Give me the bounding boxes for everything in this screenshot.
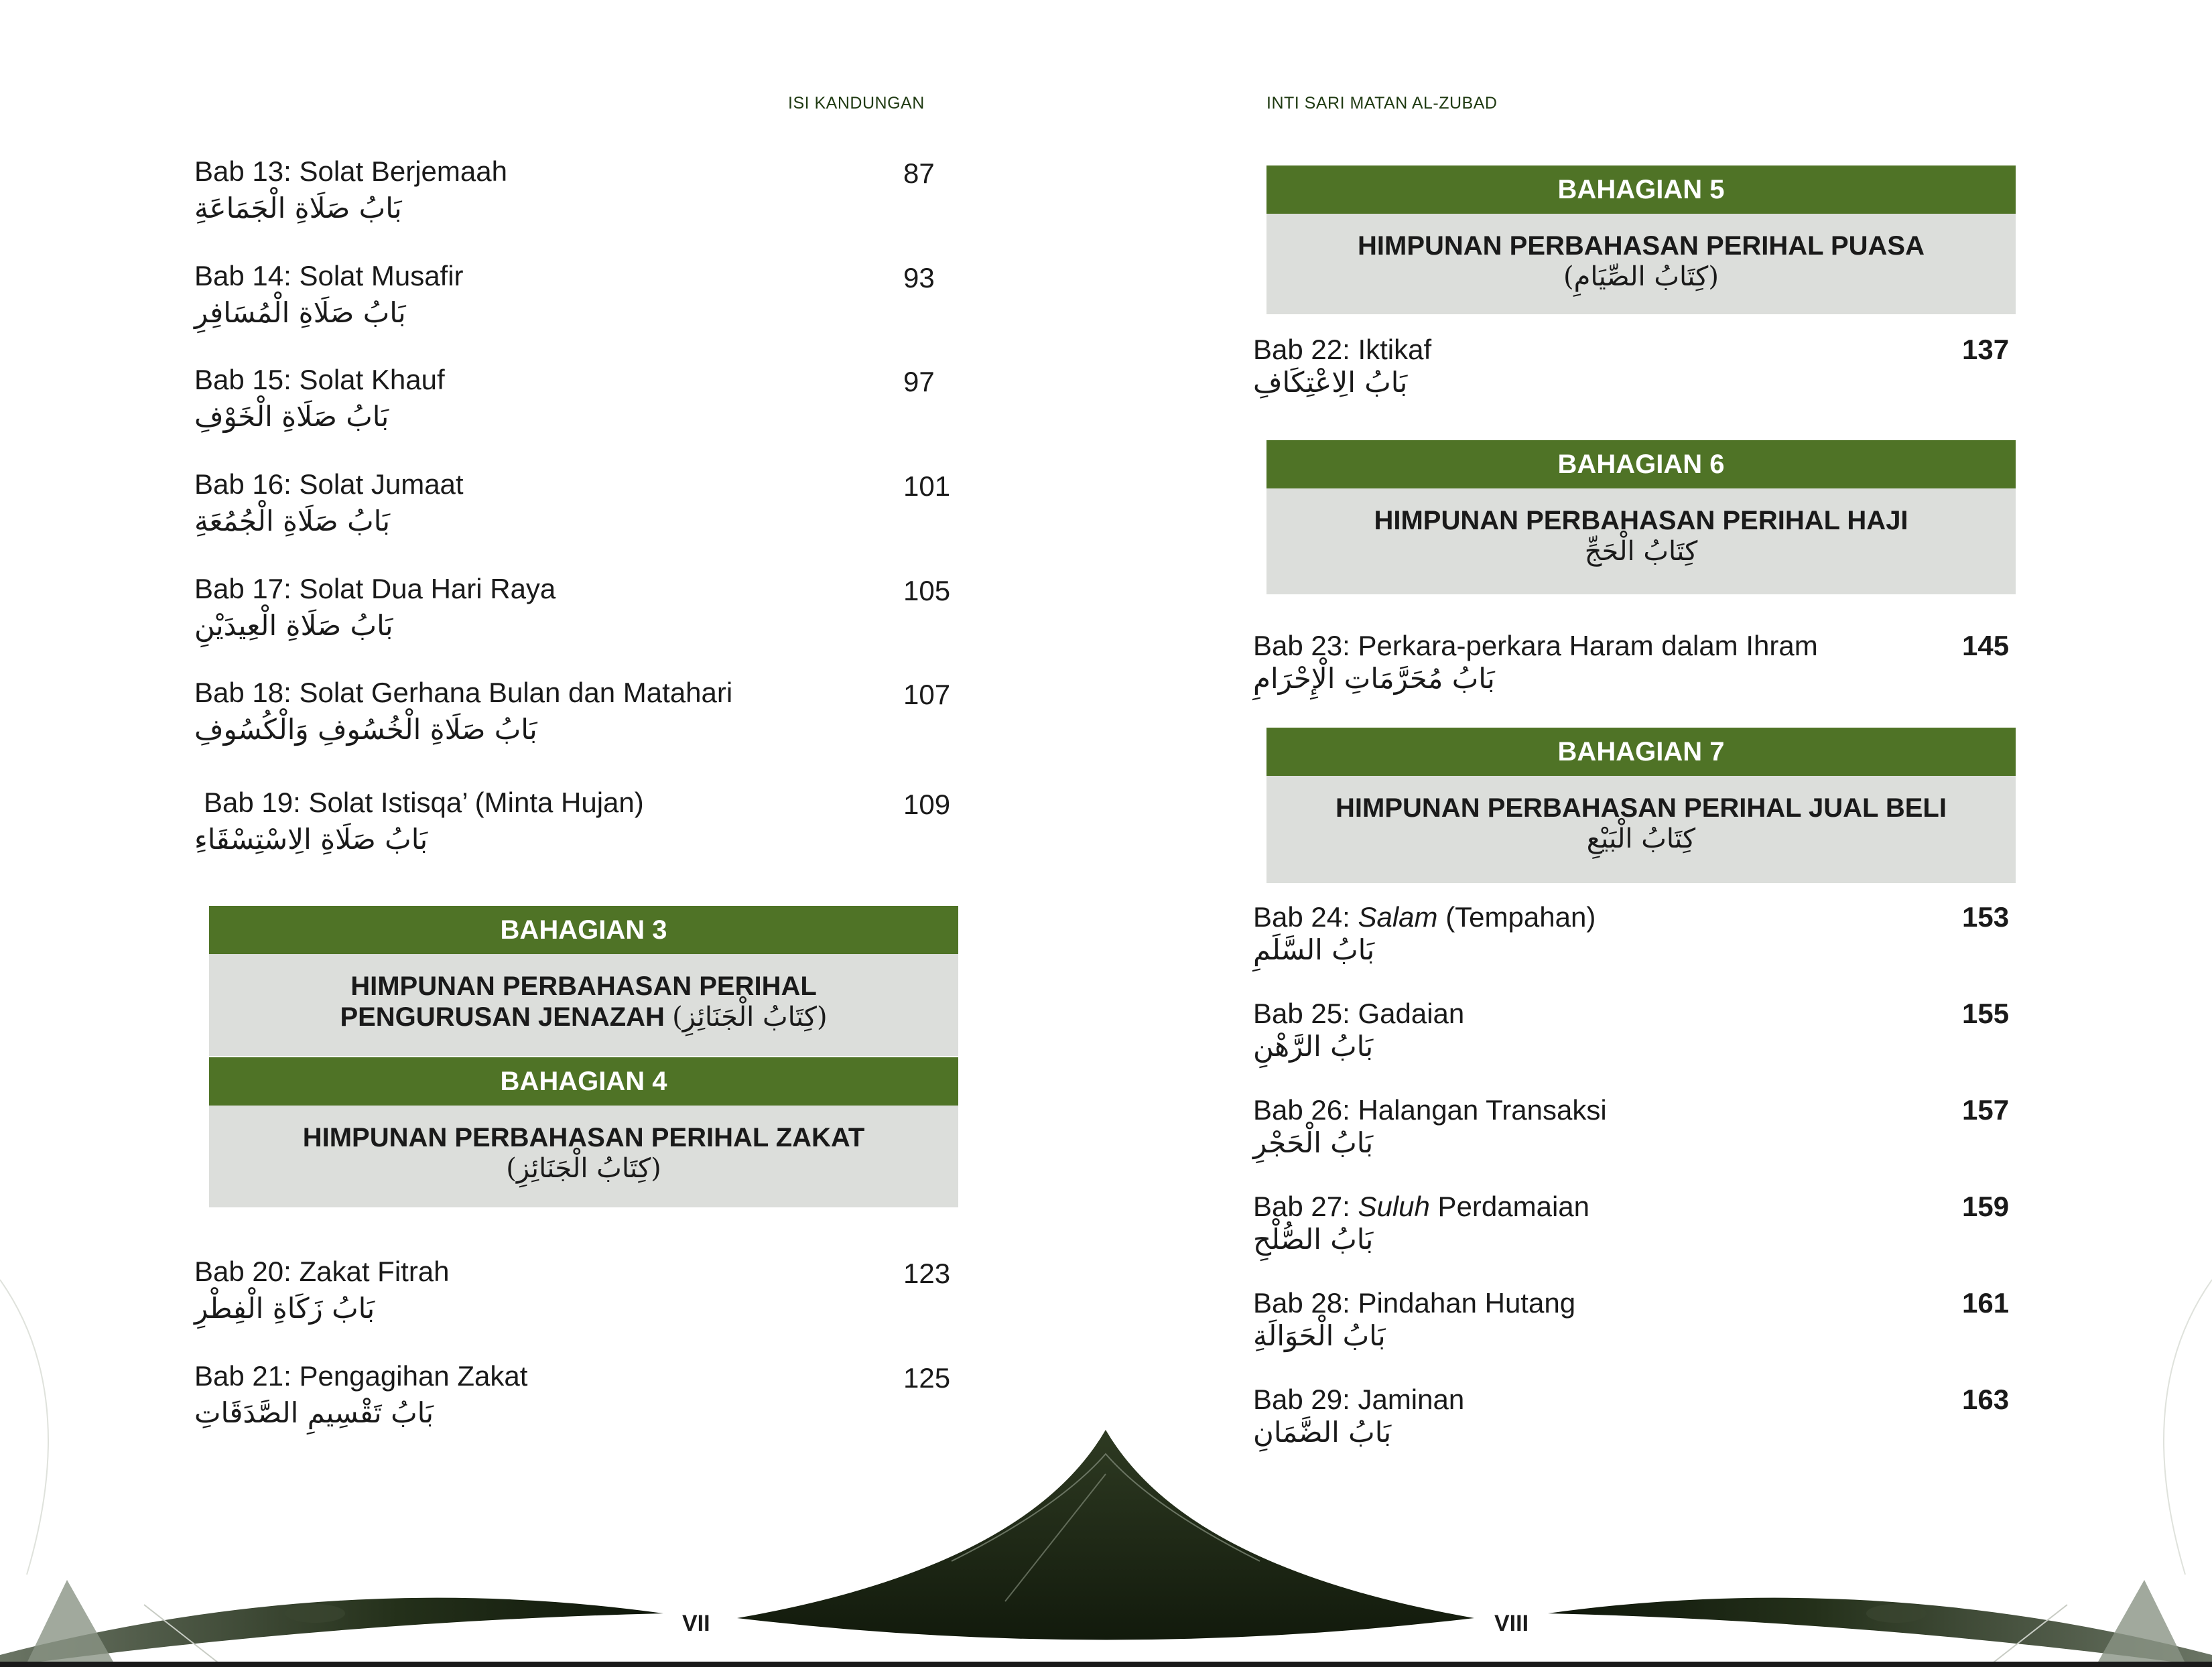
entry-page-number: 93 xyxy=(903,262,935,293)
toc-entry-bab-13[interactable] xyxy=(194,155,507,224)
entry-title-italic: Salam xyxy=(1358,901,1438,933)
bottom-decoration xyxy=(0,1400,2212,1667)
left-page-number: VII xyxy=(682,1611,710,1636)
toc-entry-bab-26[interactable] xyxy=(1253,1094,1607,1159)
entry-page-number: 153 xyxy=(1962,901,2010,933)
left-arc-decoration xyxy=(0,1260,94,1581)
section-3-line2: PENGURUSAN JENAZAH xyxy=(340,1002,665,1032)
toc-entry-bab-22[interactable] xyxy=(1253,334,1431,399)
entry-arabic: بَابُ السَّلَمِ xyxy=(1253,933,1375,966)
entry-arabic: بَابُ صَلَاةِ الْعِيدَيْنِ xyxy=(194,609,393,642)
entry-title: Bab 29: Jaminan xyxy=(1253,1384,1465,1415)
entry-page-number: 109 xyxy=(903,789,951,820)
toc-entry-bab-16[interactable] xyxy=(194,468,464,537)
entry-title: Bab 15: Solat Khauf xyxy=(194,364,445,395)
entry-title: Bab 18: Solat Gerhana Bulan dan Matahari xyxy=(194,677,733,708)
right-arc-decoration xyxy=(2118,1260,2212,1581)
section-5-title xyxy=(1266,214,2016,314)
section-4-arabic: (كِتَابُ الْجَنَائِزِ) xyxy=(506,1153,661,1184)
entry-title: Bab 20: Zakat Fitrah xyxy=(194,1256,450,1287)
entry-title xyxy=(1253,1191,1589,1223)
entry-page-number: 145 xyxy=(1962,630,2010,661)
entry-title: Bab 28: Pindahan Hutang xyxy=(1253,1287,1576,1319)
entry-title-italic: Suluh xyxy=(1358,1191,1430,1222)
entry-arabic: بَابُ الْحَوَالَةِ xyxy=(1253,1319,1386,1352)
entry-arabic: بَابُ الرَّهْنِ xyxy=(1253,1030,1374,1063)
toc-entry-bab-15[interactable] xyxy=(194,364,445,433)
entry-arabic: بَابُ صَلَاةِ الْخَوْفِ xyxy=(194,400,389,433)
entry-page-number: 105 xyxy=(903,575,951,606)
toc-entry-bab-25[interactable] xyxy=(1253,998,1464,1063)
entry-arabic: بَابُ الْحَجْرِ xyxy=(1253,1126,1374,1159)
entry-title: Bab 13: Solat Berjemaah xyxy=(194,155,507,187)
entry-arabic: بَابُ تَقْسِيمِ الصَّدَقَاتِ xyxy=(194,1396,434,1429)
entry-page-number: 157 xyxy=(1962,1094,2010,1126)
entry-arabic: بَابُ الِاعْتِكَافِ xyxy=(1253,366,1408,399)
toc-entry-bab-14[interactable] xyxy=(194,260,464,329)
toc-entry-bab-17[interactable] xyxy=(194,573,556,642)
entry-title: Bab 21: Pengagihan Zakat xyxy=(194,1360,528,1392)
section-3-line2-row xyxy=(209,1002,958,1032)
entry-title: Bab 22: Iktikaf xyxy=(1253,334,1432,365)
toc-entry-bab-20[interactable] xyxy=(194,1256,450,1325)
entry-title-suffix: (Tempahan) xyxy=(1437,901,1596,933)
entry-arabic: بَابُ صَلَاةِ الْخُسُوفِ وَالْكُسُوفِ xyxy=(194,713,537,746)
section-4-header: BAHAGIAN 4 xyxy=(209,1057,958,1106)
toc-entry-bab-27[interactable] xyxy=(1253,1191,1589,1256)
section-6-line1: HIMPUNAN PERBAHASAN PERIHAL HAJI xyxy=(1374,506,1908,535)
section-5-line1: HIMPUNAN PERBAHASAN PERIHAL PUASA xyxy=(1358,231,1925,261)
entry-title-prefix: Bab 24: xyxy=(1253,901,1358,933)
entry-page-number: 123 xyxy=(903,1258,951,1289)
section-7-title xyxy=(1266,776,2016,883)
entry-page-number: 87 xyxy=(903,157,935,189)
entry-title: Bab 25: Gadaian xyxy=(1253,998,1465,1029)
entry-title xyxy=(1253,901,1596,933)
section-6-arabic: كِتَابُ الْحَجِّ xyxy=(1584,536,1698,567)
section-6-title xyxy=(1266,488,2016,594)
section-7-line1: HIMPUNAN PERBAHASAN PERIHAL JUAL BELI xyxy=(1336,793,1947,823)
entry-page-number: 163 xyxy=(1962,1384,2010,1415)
entry-page-number: 101 xyxy=(903,470,951,502)
toc-entry-bab-21[interactable] xyxy=(194,1360,527,1429)
entry-title: Bab 23: Perkara-perkara Haram dalam Ihram xyxy=(1253,630,1818,661)
right-page-number: VIII xyxy=(1494,1611,1529,1636)
entry-arabic: بَابُ صَلَاةِ الْجَمَاعَةِ xyxy=(194,192,402,224)
section-3-arabic: (كِتَابُ الْجَنَائِزِ) xyxy=(672,1002,828,1032)
entry-page-number: 125 xyxy=(903,1362,951,1394)
entry-title-suffix: Perdamaian xyxy=(1429,1191,1590,1222)
entry-page-number: 137 xyxy=(1962,334,2010,365)
section-7-arabic: كِتَابُ الْبَيْعِ xyxy=(1586,823,1696,854)
entry-arabic: بَابُ صَلَاةِ الْجُمُعَةِ xyxy=(194,505,391,537)
toc-entry-bab-29[interactable] xyxy=(1253,1384,1464,1449)
entry-title: Bab 16: Solat Jumaat xyxy=(194,468,464,500)
entry-title-prefix: Bab 27: xyxy=(1253,1191,1358,1222)
toc-entry-bab-23[interactable] xyxy=(1253,630,1818,695)
entry-page-number: 161 xyxy=(1962,1287,2010,1319)
section-3-line1: HIMPUNAN PERBAHASAN PERIHAL xyxy=(350,972,817,1001)
entry-arabic: بَابُ زَكَاةِ الْفِطْرِ xyxy=(194,1292,375,1325)
section-5-header: BAHAGIAN 5 xyxy=(1266,165,2016,214)
toc-entry-bab-19[interactable] xyxy=(194,787,644,856)
entry-title: Bab 19: Solat Istisqa’ (Minta Hujan) xyxy=(204,787,644,818)
entry-arabic: بَابُ صَلَاةِ الِاسْتِسْقَاءِ xyxy=(194,823,428,856)
entry-page-number: 155 xyxy=(1962,998,2010,1029)
toc-entry-bab-18[interactable] xyxy=(194,677,732,746)
entry-title: Bab 17: Solat Dua Hari Raya xyxy=(194,573,556,604)
left-page-header: ISI KANDUNGAN xyxy=(788,94,925,113)
toc-entry-bab-24[interactable] xyxy=(1253,901,1596,966)
entry-arabic: بَابُ صَلَاةِ الْمُسَافِرِ xyxy=(194,296,406,329)
right-page-header: INTI SARI MATAN AL-ZUBAD xyxy=(1266,94,1498,113)
section-3-title xyxy=(209,954,958,1056)
section-4-line1: HIMPUNAN PERBAHASAN PERIHAL ZAKAT xyxy=(302,1123,865,1152)
section-5-arabic: (كِتَابُ الصِّيَامِ) xyxy=(1563,261,1719,292)
section-3-header: BAHAGIAN 3 xyxy=(209,906,958,954)
section-6-header: BAHAGIAN 6 xyxy=(1266,440,2016,488)
toc-entry-bab-28[interactable] xyxy=(1253,1287,1575,1352)
section-7-header: BAHAGIAN 7 xyxy=(1266,728,2016,776)
entry-page-number: 97 xyxy=(903,366,935,397)
entry-title: Bab 26: Halangan Transaksi xyxy=(1253,1094,1607,1126)
section-4-title xyxy=(209,1106,958,1207)
entry-arabic: بَابُ الصُّلْحِ xyxy=(1253,1223,1374,1256)
entry-page-number: 159 xyxy=(1962,1191,2010,1222)
entry-arabic: بَابُ مُحَرَّمَاتِ الْإِحْرَامِ xyxy=(1253,662,1495,695)
entry-page-number: 107 xyxy=(903,679,951,710)
entry-arabic: بَابُ الضَّمَانِ xyxy=(1253,1416,1392,1449)
entry-title: Bab 14: Solat Musafir xyxy=(194,260,464,291)
